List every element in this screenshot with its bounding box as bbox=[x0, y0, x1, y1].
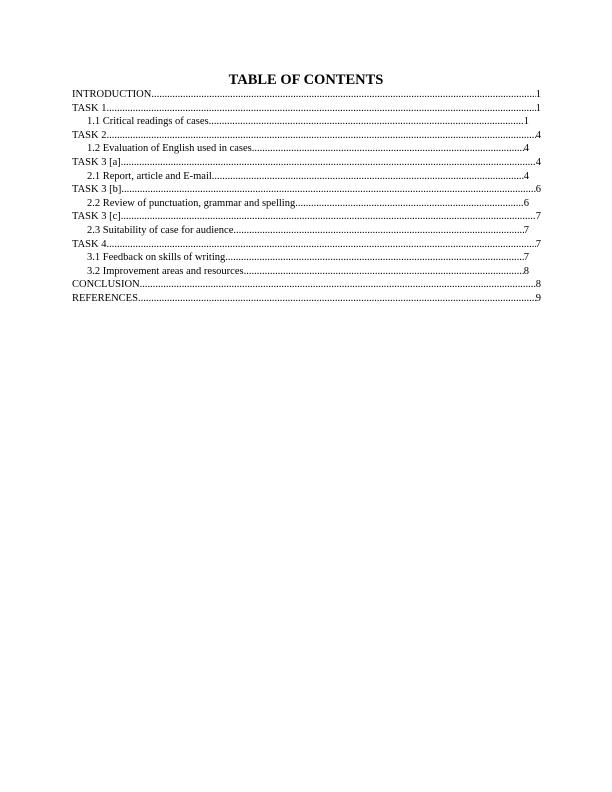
toc-page-number: 7 bbox=[535, 238, 541, 250]
toc-dot-leader bbox=[121, 210, 536, 224]
toc-page-number: 9 bbox=[535, 292, 541, 304]
toc-page-number: 7 bbox=[523, 224, 529, 236]
toc-entry-references[interactable] bbox=[72, 292, 541, 306]
toc-page-number: 1 bbox=[535, 89, 541, 100]
toc-page-number: 4 bbox=[535, 156, 541, 168]
toc-entry-label: 2.1 Report, article and E-mail bbox=[87, 170, 212, 182]
toc-entry-label: TASK 3 [a] bbox=[72, 156, 121, 168]
toc-dot-leader bbox=[121, 156, 536, 170]
toc-entry-task-1[interactable] bbox=[72, 102, 541, 116]
toc-page-number: 8 bbox=[523, 265, 529, 277]
toc-page-number: 7 bbox=[523, 252, 529, 264]
toc-entry-2-3[interactable] bbox=[72, 224, 529, 238]
toc-entry-label: TASK 2 bbox=[72, 129, 107, 141]
toc-entry-3-2[interactable] bbox=[72, 265, 529, 279]
toc-entry-2-2[interactable] bbox=[72, 197, 529, 211]
toc-dot-leader bbox=[106, 129, 535, 143]
toc-page-number: 8 bbox=[535, 279, 541, 291]
toc-dot-leader bbox=[138, 292, 536, 306]
toc-entry-conclusion[interactable] bbox=[72, 278, 541, 292]
toc-entry-1-1[interactable] bbox=[72, 115, 529, 129]
toc-entry-1-2[interactable] bbox=[72, 142, 529, 156]
toc-page-number: 6 bbox=[535, 184, 541, 196]
toc-entry-label: REFERENCES bbox=[72, 292, 138, 304]
toc-page-number: 6 bbox=[523, 197, 529, 209]
toc-page-number: 4 bbox=[535, 129, 541, 141]
toc-entry-3-1[interactable] bbox=[72, 251, 529, 265]
toc-dot-leader bbox=[212, 170, 524, 184]
toc-dot-leader bbox=[151, 88, 535, 102]
toc-entry-task-4[interactable] bbox=[72, 238, 541, 252]
toc-dot-leader bbox=[233, 224, 523, 238]
page-title: TABLE OF CONTENTS bbox=[228, 72, 384, 88]
toc-dot-leader bbox=[209, 115, 524, 129]
toc-entry-label: TASK 3 [b] bbox=[72, 184, 122, 196]
toc-entry-label: 2.3 Suitability of case for audience bbox=[87, 224, 234, 236]
toc-entry-label: TASK 3 [c] bbox=[72, 211, 121, 223]
toc-page-number: 1 bbox=[535, 102, 541, 114]
toc-entry-label: 1.1 Critical readings of cases bbox=[87, 116, 209, 128]
toc-entry-label: TASK 1 bbox=[72, 102, 107, 114]
toc-entry-label: 3.2 Improvement areas and resources bbox=[87, 265, 244, 277]
toc-entry-introduction[interactable] bbox=[72, 88, 541, 102]
toc-dot-leader bbox=[244, 265, 524, 279]
toc-dot-leader bbox=[295, 197, 524, 211]
toc-page-number: 4 bbox=[523, 143, 529, 155]
toc-page-number: 4 bbox=[523, 170, 529, 182]
toc-dot-leader bbox=[225, 251, 524, 265]
toc-dot-leader bbox=[106, 238, 535, 252]
toc-page-number: 7 bbox=[535, 211, 541, 223]
toc-dot-leader bbox=[252, 142, 524, 156]
toc-entry-label: INTRODUCTION bbox=[72, 89, 152, 100]
toc-entry-task-3a[interactable] bbox=[72, 156, 541, 170]
toc-entry-label: 1.2 Evaluation of English used in cases bbox=[87, 143, 252, 155]
toc-entry-task-3c[interactable] bbox=[72, 210, 541, 224]
toc-dot-leader bbox=[121, 183, 535, 197]
toc-page-number: 1 bbox=[523, 116, 529, 128]
toc-entry-label: 2.2 Review of punctuation, grammar and spelling bbox=[87, 197, 296, 209]
toc-entry-2-1[interactable] bbox=[72, 170, 529, 184]
toc-entry-task-2[interactable] bbox=[72, 129, 541, 143]
toc-dot-leader bbox=[106, 102, 535, 116]
toc-dot-leader bbox=[140, 278, 536, 292]
toc-entry-label: 3.1 Feedback on skills of writing bbox=[87, 252, 226, 264]
toc-entry-label: TASK 4 bbox=[72, 238, 107, 250]
toc-entry-task-3b[interactable] bbox=[72, 183, 541, 197]
toc-entry-label: CONCLUSION bbox=[72, 279, 140, 291]
table-of-contents bbox=[72, 88, 542, 306]
